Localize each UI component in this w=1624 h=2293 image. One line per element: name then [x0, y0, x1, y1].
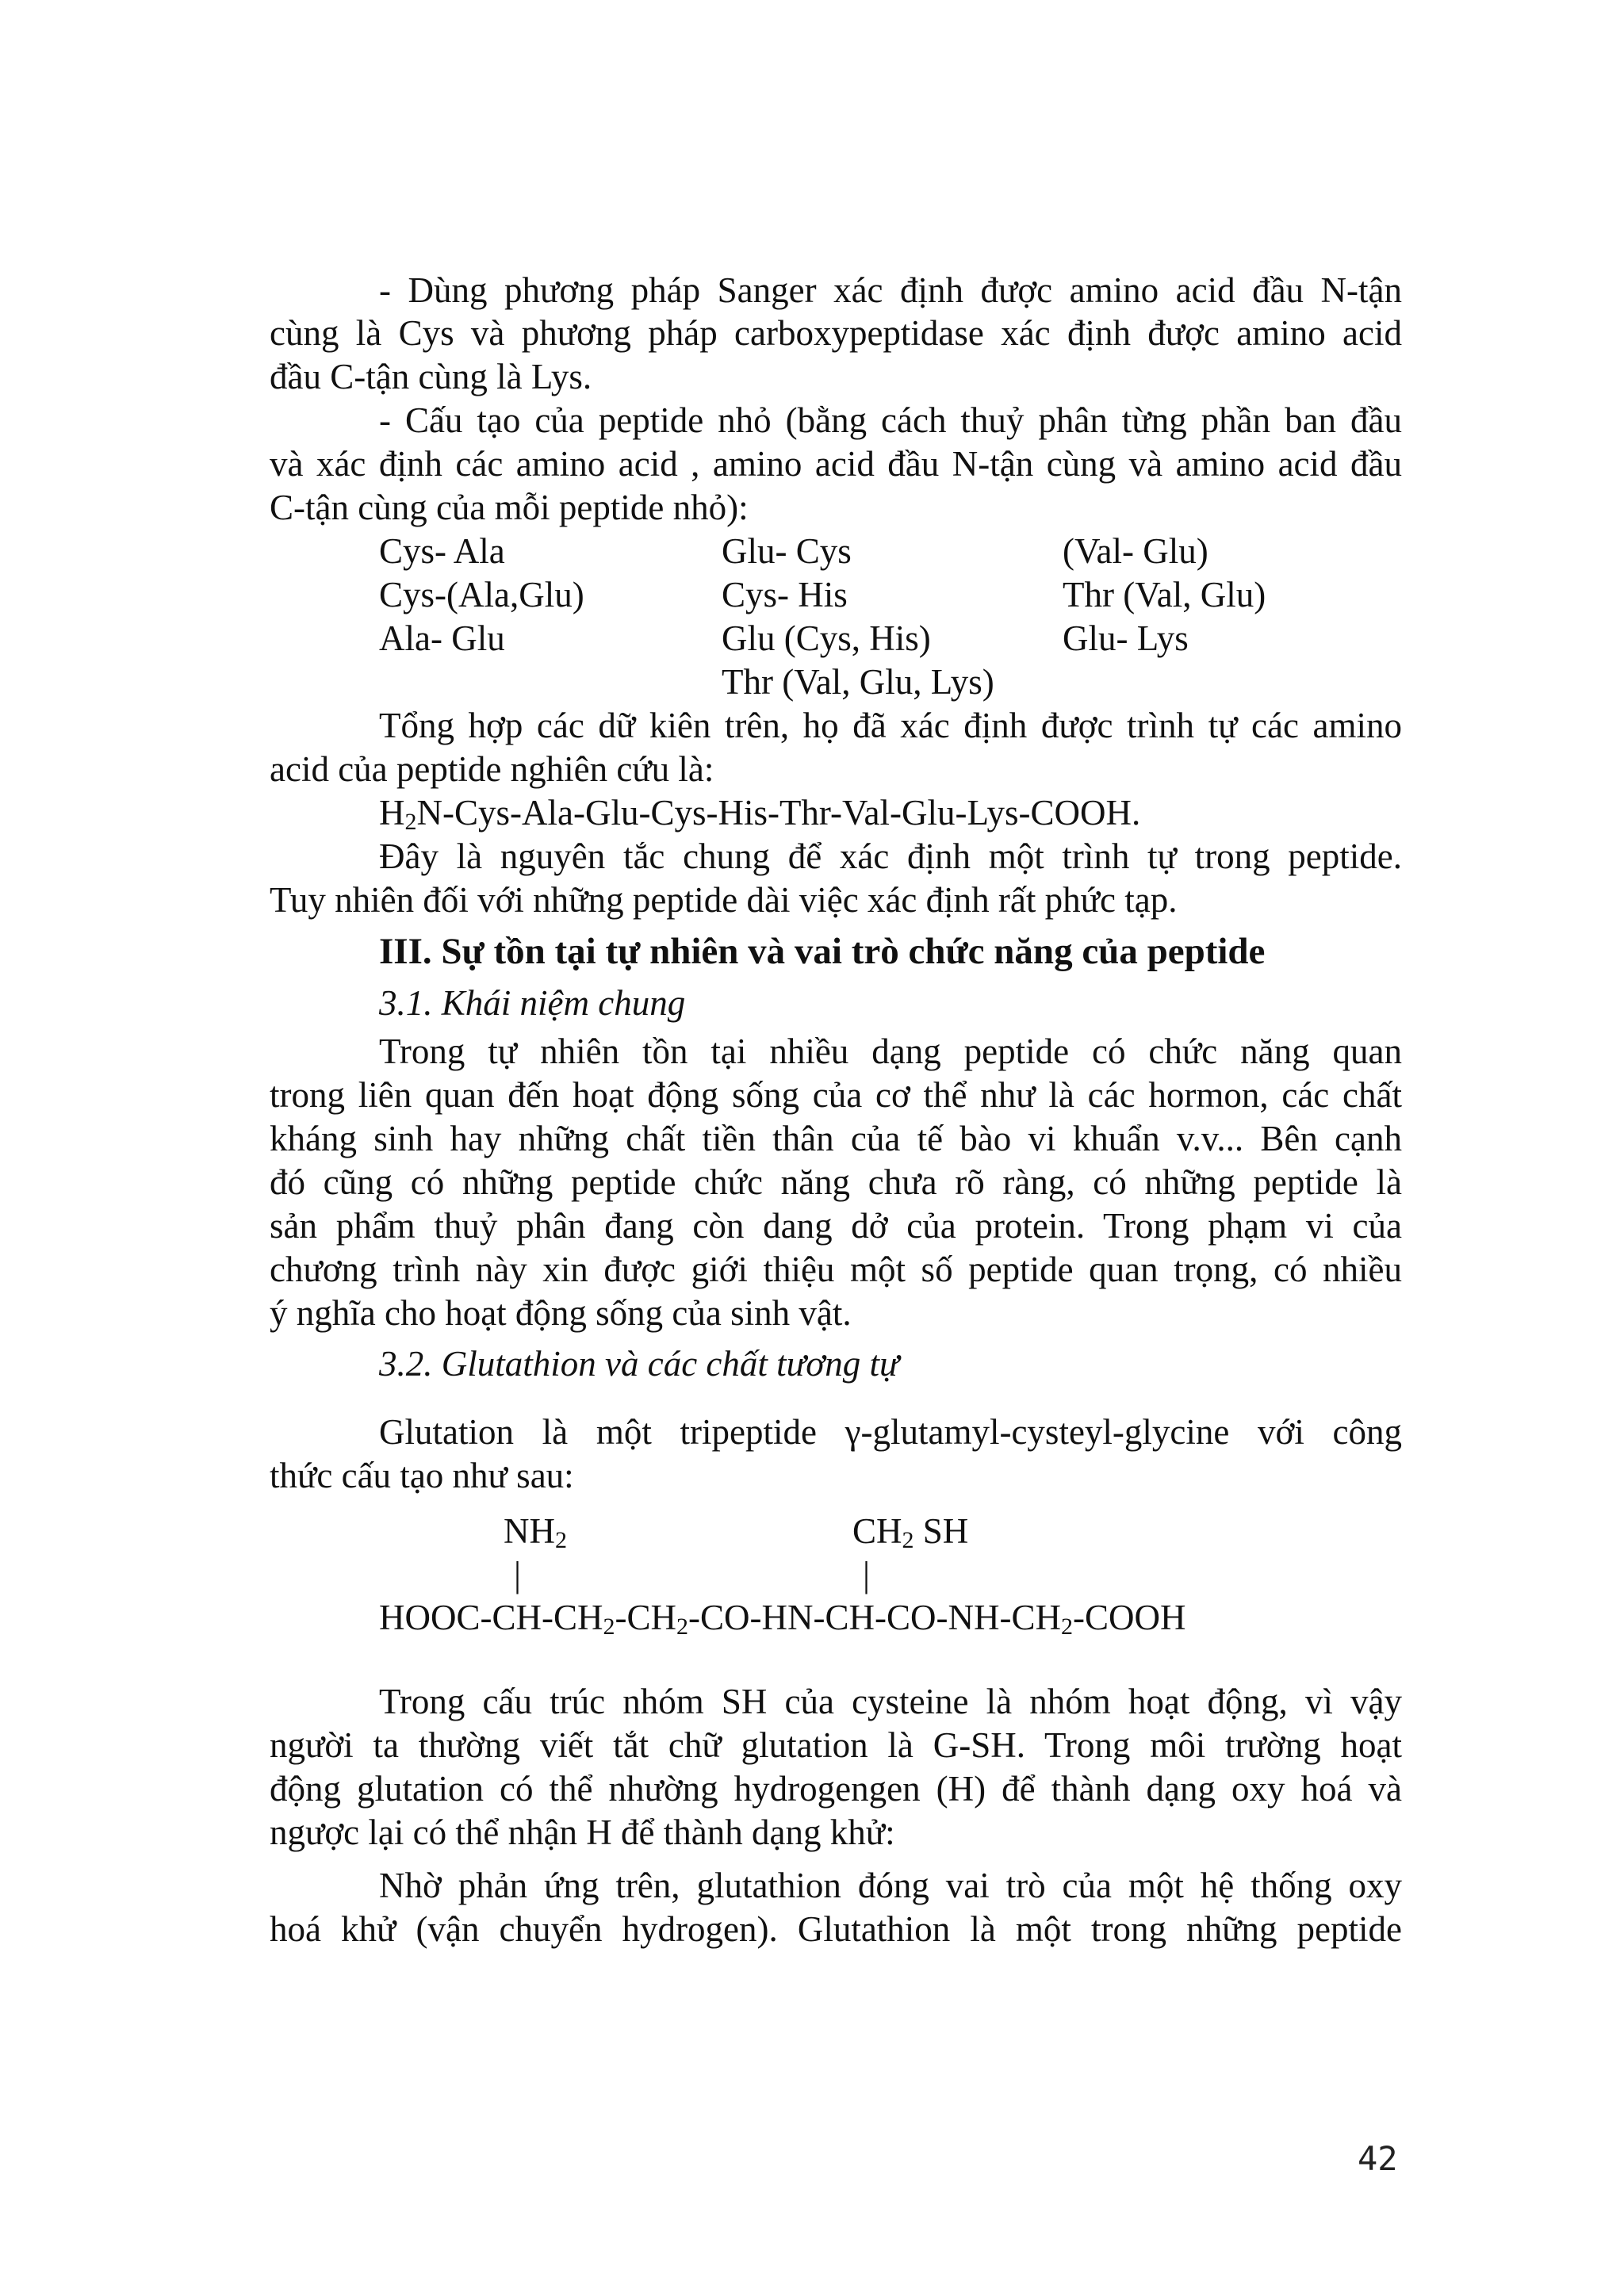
p1-line-3: đầu C-tận cùng là Lys. [270, 357, 592, 396]
p3-line-1: Tổng hợp các dữ kiên trên, họ đã xác định được trình tự các amino [379, 706, 1402, 745]
p7-line-3: động glutation có thể nhường hydrogengen (H) để thành dạng oxy hoá và [270, 1769, 1402, 1809]
fragment-cell: (Val- Glu) [1063, 531, 1208, 571]
page-number: 42 [1358, 2139, 1398, 2178]
p7-line-4: ngược lại có thể nhận H để thành dạng khử: [270, 1813, 895, 1852]
p2-line-2: và xác định các amino acid , amino acid đầu N-tận cùng và amino acid đầu [270, 444, 1402, 484]
formula-nh2: $NH_2$ [504, 1511, 567, 1553]
fragment-cell: Cys- His [722, 575, 848, 614]
fragment-cell: Thr (Val, Glu, Lys) [722, 662, 994, 702]
p5-line-4: đó cũng có những peptide chức năng chưa rõ ràng, có những peptide là [270, 1162, 1402, 1202]
p4-line-2: Tuy nhiên đối với những peptide dài việc xác định rất phức tạp. [270, 880, 1178, 920]
p5-line-5: sản phẩm thuỷ phân đang còn dang dở của protein. Trong phạm vi của [270, 1206, 1402, 1246]
p1-line-1: - Dùng phương pháp Sanger xác định được amino acid đầu N-tận [379, 270, 1402, 310]
p5-line-6: chương trình này xin được giới thiệu một số peptide quan trọng, có nhiều [270, 1250, 1402, 1289]
p5-line-7: ý nghĩa cho hoạt động sống của sinh vật. [270, 1293, 852, 1333]
p6-line-2: thức cấu tạo như sau: [270, 1456, 574, 1495]
p7-line-1: Trong cấu trúc nhóm SH của cysteine là nhóm hoạt động, vì vậy [379, 1682, 1402, 1721]
p6-line-1: Glutation là một tripeptide γ-glutamyl-cysteyl-glycine với công [379, 1412, 1402, 1452]
p5-line-2: trong liên quan đến hoạt động sống của cơ thể như là các hormon, các chất [270, 1075, 1402, 1115]
fragment-cell: Cys-(Ala,Glu) [379, 575, 584, 614]
p3-line-2: acid của peptide nghiên cứu là: [270, 749, 714, 789]
section-heading: III. Sự tồn tại tự nhiên và vai trò chức năng của peptide [379, 931, 1266, 972]
fragment-cell: Cys- Ala [379, 531, 505, 571]
formula-ch2sh: $CH_2$ SH [852, 1511, 969, 1553]
p7-line-2: người ta thường viết tắt chữ glutation là G-SH. Trong môi trường hoạt [270, 1725, 1402, 1765]
fragment-cell: Glu- Lys [1063, 618, 1189, 658]
sequence-prefix: H [379, 793, 405, 833]
p5-line-1: Trong tự nhiên tồn tại nhiều dạng peptide có chức năng quan [379, 1032, 1402, 1071]
formula-bond-2: | [863, 1555, 871, 1594]
subsection-heading-3-2: 3.2. Glutathion và các chất tương tự [379, 1344, 899, 1384]
fragment-cell: Glu- Cys [722, 531, 852, 571]
p8-line-1: Nhờ phản ứng trên, glutathion đóng vai trò của một hệ thống oxy [379, 1866, 1402, 1905]
p1-line-2: cùng là Cys và phương pháp carboxypeptidase xác định được amino acid [270, 313, 1402, 353]
sequence-subscript: 2 [404, 809, 417, 835]
fragment-cell: Thr (Val, Glu) [1063, 575, 1266, 614]
subsection-heading-3-1: 3.1. Khái niệm chung [379, 983, 686, 1023]
formula-bond-1: | [514, 1555, 522, 1594]
fragment-cell: Ala- Glu [379, 618, 505, 658]
p2-line-3: C-tận cùng của mỗi peptide nhỏ): [270, 488, 749, 527]
p2-line-1: - Cấu tạo của peptide nhỏ (bằng cách thuỷ phân từng phần ban đầu [379, 400, 1402, 440]
sequence-rest: N-Cys-Ala-Glu-Cys-His-Thr-Val-Glu-Lys-COOH. [416, 793, 1141, 833]
p4-line-1: Đây là nguyên tắc chung để xác định một trình tự trong peptide. [379, 836, 1402, 876]
peptide-sequence [379, 790, 1140, 835]
formula-main-chain: HOOC-$CH-CH_2-CH_2-CO-HN-CH-CO-NH-CH_2$-COOH [379, 1598, 1186, 1640]
p8-line-2: hoá khử (vận chuyển hydrogen). Glutathion là một trong những peptide [270, 1909, 1402, 1949]
fragment-cell: Glu (Cys, His) [722, 618, 931, 658]
p5-line-3: kháng sinh hay những chất tiền thân của tế bào vi khuẩn v.v... Bên cạnh [270, 1119, 1402, 1158]
